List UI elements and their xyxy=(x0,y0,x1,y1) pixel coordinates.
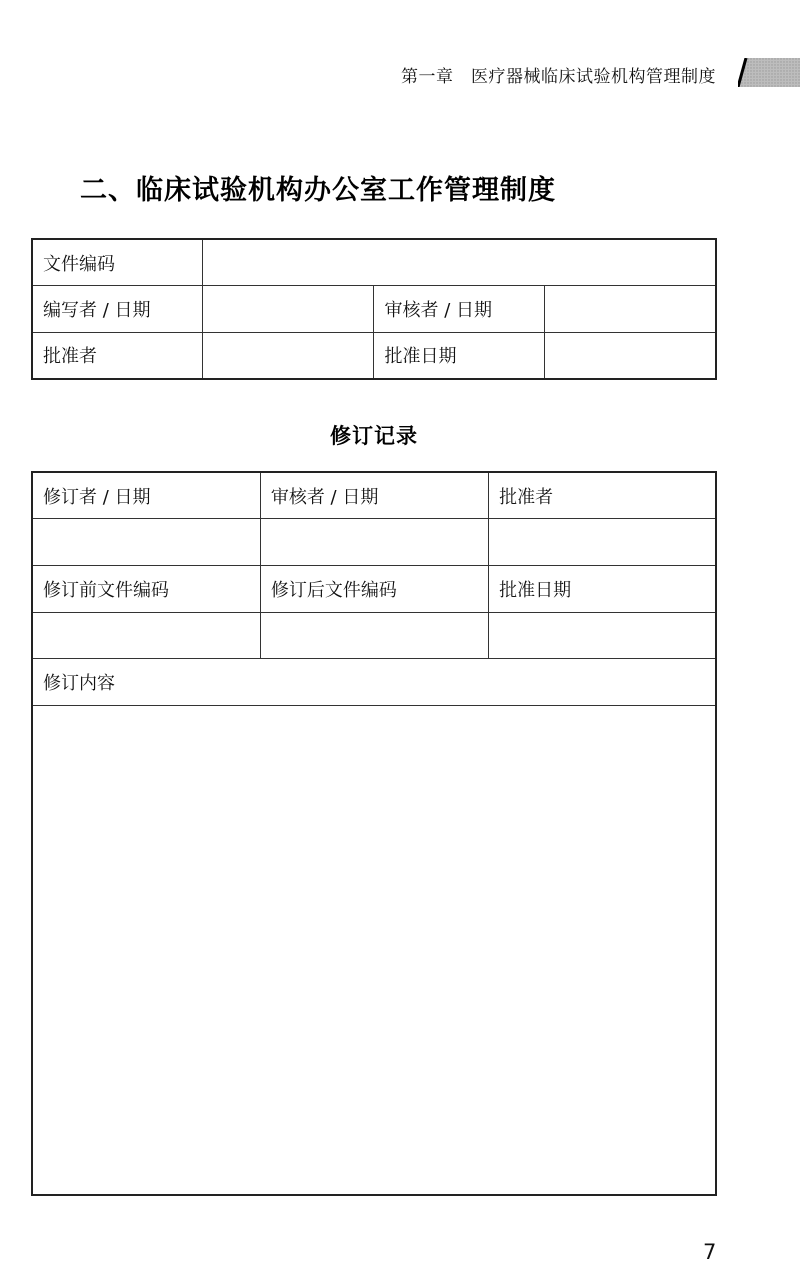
reviser-date-field[interactable] xyxy=(32,519,260,566)
table-row xyxy=(32,612,716,659)
pre-file-code-field[interactable] xyxy=(32,612,260,659)
revision-record-title: 修订记录 xyxy=(330,424,418,448)
post-file-code-label: 修订后文件编码 xyxy=(260,565,488,612)
file-code-label: 文件编码 xyxy=(32,239,203,286)
table-row xyxy=(32,332,716,379)
revision-record-table xyxy=(31,471,717,1196)
table-row xyxy=(32,472,716,519)
author-date-field[interactable] xyxy=(203,286,374,333)
approver-label: 批准者 xyxy=(32,332,203,379)
rev-approver-field[interactable] xyxy=(489,519,716,566)
rev-reviewer-date-label: 审核者 / 日期 xyxy=(260,472,488,519)
table-row xyxy=(32,565,716,612)
reviewer-date-field[interactable] xyxy=(545,286,717,333)
table-row xyxy=(32,239,716,286)
table-row xyxy=(32,705,716,1195)
file-code-field[interactable] xyxy=(203,239,716,286)
document-info-table xyxy=(31,238,717,380)
pre-file-code-label: 修订前文件编码 xyxy=(32,565,260,612)
approval-date-label: 批准日期 xyxy=(374,332,545,379)
rev-approval-date-field[interactable] xyxy=(489,612,716,659)
rev-approval-date-label: 批准日期 xyxy=(489,565,716,612)
chapter-tab-decoration xyxy=(738,58,800,87)
post-file-code-field[interactable] xyxy=(260,612,488,659)
rev-approver-label: 批准者 xyxy=(489,472,716,519)
running-header: 第一章 医疗器械临床试验机构管理制度 xyxy=(401,67,716,87)
revision-content-field[interactable] xyxy=(32,705,716,1195)
table-row xyxy=(32,286,716,333)
approval-date-field[interactable] xyxy=(545,332,717,379)
table-row xyxy=(32,519,716,566)
page-number: 7 xyxy=(703,1240,717,1264)
author-date-label: 编写者 / 日期 xyxy=(32,286,203,333)
section-title: 二、临床试验机构办公室工作管理制度 xyxy=(80,175,556,206)
reviser-date-label: 修订者 / 日期 xyxy=(32,472,260,519)
rev-reviewer-date-field[interactable] xyxy=(260,519,488,566)
reviewer-date-label: 审核者 / 日期 xyxy=(374,286,545,333)
revision-content-label: 修订内容 xyxy=(32,659,716,706)
table-row xyxy=(32,659,716,706)
approver-field[interactable] xyxy=(203,332,374,379)
